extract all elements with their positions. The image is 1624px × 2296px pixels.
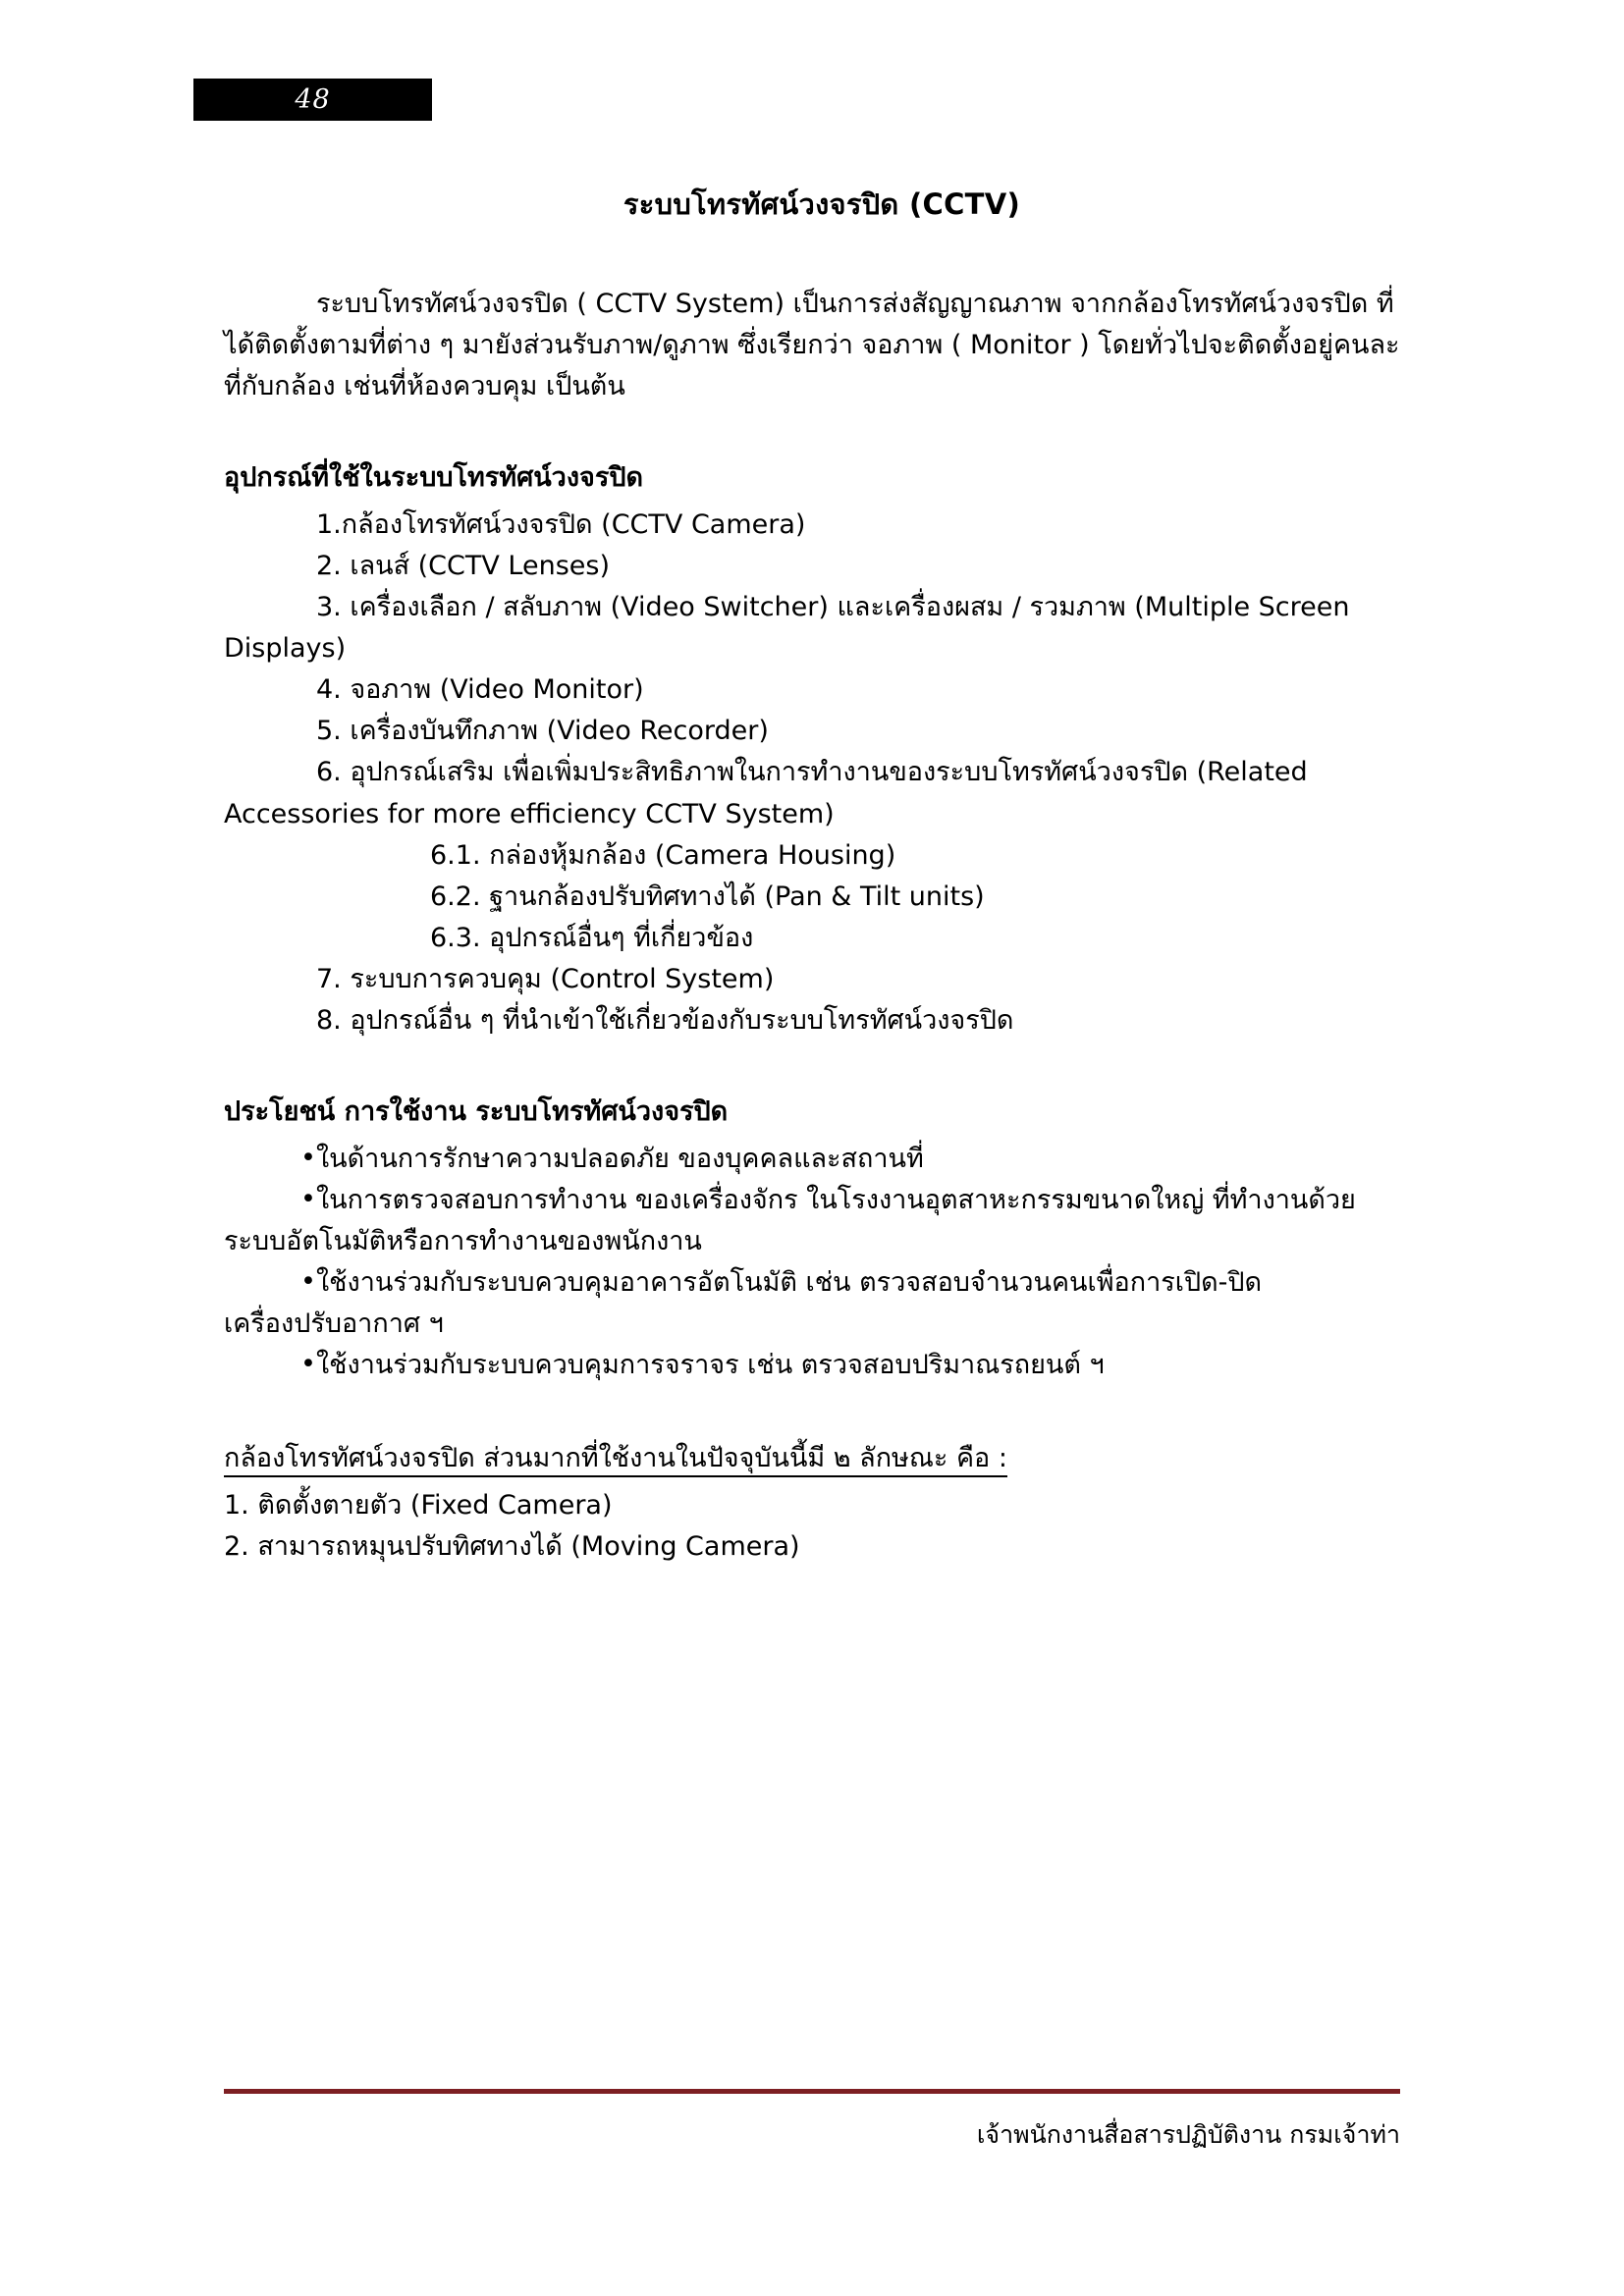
equipment-list <box>224 505 1402 1041</box>
list-item-label: ใช้งานร่วมกับระบบควบคุมอาคารอัตโนมัติ เช่น ตรวจสอบจำนวนคนเพื่อการเปิด-ปิด <box>316 1267 1263 1299</box>
footer-text: เจ้าพนักงานสื่อสารปฏิบัติงาน กรมเจ้าท่า <box>976 2120 1400 2149</box>
list-item-label: ใช้งานร่วมกับระบบควบคุมการจราจร เช่น ตรวจสอบปริมาณรถยนต์ ฯ <box>316 1350 1105 1381</box>
intro-line-2: ได้ติดตั้งตามที่ต่าง ๆ มายังส่วนรับภาพ/ดูภาพ ซึ่งเรียกว่า จอภาพ ( Monitor ) โดยทั่วไปจะติดตั้งอยู่คนละ <box>224 330 1400 361</box>
list-item-wrap: Accessories for more efficiency CCTV System) <box>224 798 835 829</box>
bullet-icon: • <box>300 1183 316 1214</box>
footer-divider <box>224 2089 1400 2094</box>
list-item: 7. ระบบการควบคุม (Control System) <box>316 964 775 995</box>
page-number-banner <box>193 79 432 121</box>
equipment-heading: อุปกรณ์ที่ใช้ในระบบโทรทัศน์วงจรปิด <box>224 462 644 494</box>
intro-line-1: ระบบโทรทัศน์วงจรปิด ( CCTV System) เป็นการส่งสัญญาณภาพ จากกล้องโทรทัศน์วงจรปิด ที่ <box>316 289 1394 319</box>
document-content <box>224 182 1402 1568</box>
list-item: 1. ติดตั้งตายตัว (Fixed Camera) <box>224 1489 613 1521</box>
list-item <box>224 1139 1402 1180</box>
list-item-label: ในการตรวจสอบการทำงาน ของเครื่องจักร ในโรงงานอุตสาหะกรรมขนาดใหญ่ ที่ทำงานด้วย <box>316 1184 1356 1215</box>
list-item: 8. อุปกรณ์อื่น ๆ ที่นำเข้าใช้เกี่ยวข้องกับระบบโทรทัศน์วงจรปิด <box>316 1005 1014 1037</box>
bullet-icon: • <box>300 1349 316 1380</box>
benefits-heading: ประโยชน์ การใช้งาน ระบบโทรทัศน์วงจรปิด <box>224 1096 729 1128</box>
list-item-wrap: Displays) <box>224 633 347 665</box>
list-item-label: ในด้านการรักษาความปลอดภัย ของบุคคลและสถานที่ <box>316 1143 924 1174</box>
camera-types-heading <box>224 1439 1402 1479</box>
camera-types-heading-label: กล้องโทรทัศน์วงจรปิด ส่วนมากที่ใช้งานในปัจจุบันนี้มี ๒ ลักษณะ คือ : <box>224 1443 1007 1477</box>
list-item-sub: 6.1. กล่องหุ้มกล้อง (Camera Housing) <box>430 839 896 871</box>
page-title: ระบบโทรทัศน์วงจรปิด (CCTV) <box>623 187 1021 221</box>
bullet-icon: • <box>300 1142 316 1173</box>
intro-paragraph <box>224 284 1402 407</box>
list-item-sub: 6.2. ฐานกล้องปรับทิศทางได้ (Pan & Tilt units) <box>430 881 985 912</box>
list-item-sub: 6.3. อุปกรณ์อื่นๆ ที่เกี่ยวข้อง <box>430 922 754 953</box>
intro-line-3: ที่กับกล้อง เช่นที่ห้องควบคุม เป็นต้น <box>224 371 625 402</box>
list-item: 6. อุปกรณ์เสริม เพื่อเพิ่มประสิทธิภาพในการทำงานของระบบโทรทัศน์วงจรปิด (Related <box>316 757 1308 788</box>
list-item: 4. จอภาพ (Video Monitor) <box>316 674 644 706</box>
list-item: 1.กล้องโทรทัศน์วงจรปิด (CCTV Camera) <box>316 508 806 540</box>
list-item: 5. เครื่องบันทึกภาพ (Video Recorder) <box>316 716 769 747</box>
list-item: 3. เครื่องเลือก / สลับภาพ (Video Switcher) และเครื่องผสม / รวมภาพ (Multiple Screen <box>316 592 1350 623</box>
benefits-list <box>224 1139 1402 1387</box>
list-item: 2. สามารถหมุนปรับทิศทางได้ (Moving Camera) <box>224 1531 800 1563</box>
list-item <box>224 1180 1402 1221</box>
list-item-wrap: เครื่องปรับอากาศ ฯ <box>224 1308 444 1340</box>
page-number: 48 <box>295 84 331 115</box>
list-item: 2. เลนส์ (CCTV Lenses) <box>316 550 610 581</box>
list-item-wrap: ระบบอัตโนมัติหรือการทำงานของพนักงาน <box>224 1225 702 1256</box>
camera-types-list <box>224 1485 1402 1568</box>
list-item <box>224 1262 1402 1304</box>
bullet-icon: • <box>300 1266 316 1298</box>
list-item <box>224 1345 1402 1386</box>
